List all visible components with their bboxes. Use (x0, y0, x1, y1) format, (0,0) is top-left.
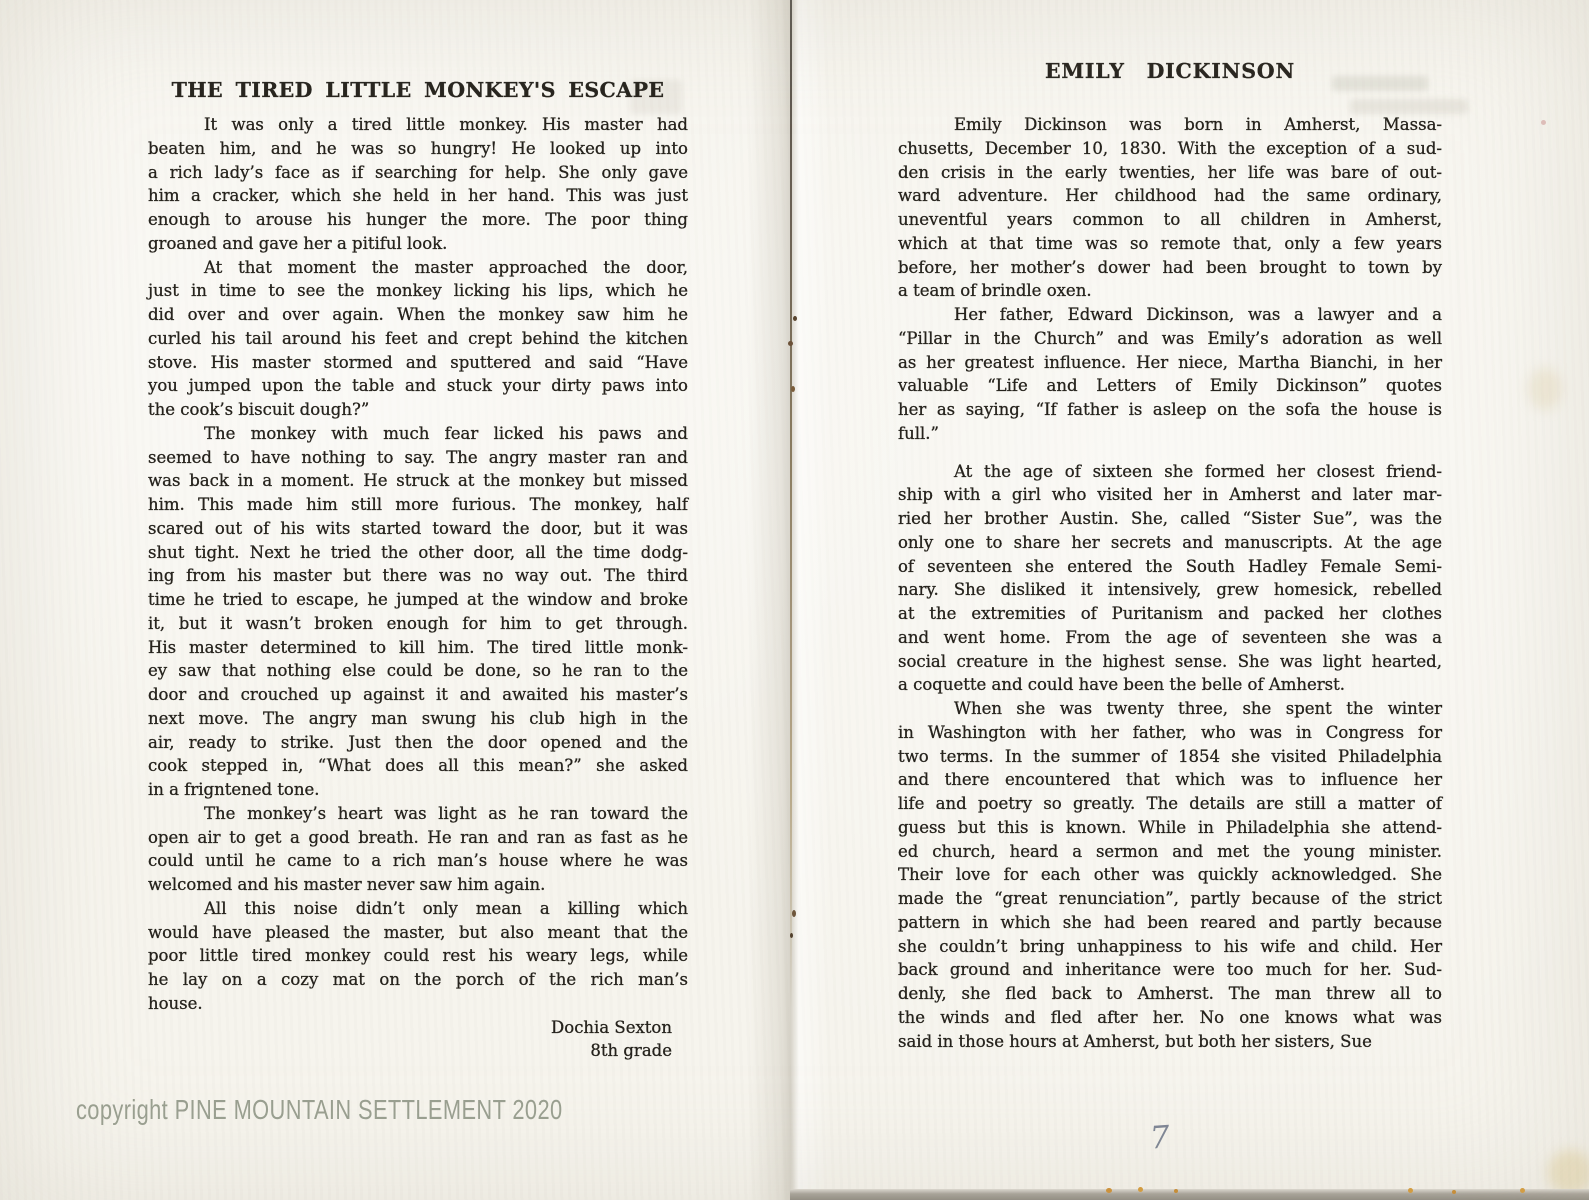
text-line: him a cracker, which she held in her hand. This was just (148, 186, 688, 206)
paper-stain (1528, 368, 1562, 410)
text-line: it, but it wasn’t broken enough for him to get through. (148, 613, 688, 633)
text-line: could until he came to a rich man’s house where he was (148, 851, 688, 871)
text-line: Her father, Edward Dickinson, was a lawyer and a (954, 305, 1442, 324)
paragraph (898, 460, 1442, 698)
text-line: stove. His master stormed and sputtered and said “Have (148, 352, 688, 372)
text-line: cook stepped in, “What does all this mean?” she asked (148, 756, 688, 776)
text-line: her as saying, “If father is asleep on the sofa the house is (898, 400, 1442, 419)
foxing-speck (1452, 1190, 1456, 1194)
paragraph (148, 422, 688, 802)
binding-speck (792, 910, 796, 917)
text-line: which at that time was so remote that, only a few years (898, 233, 1442, 253)
text-line: time he tried to escape, he jumped at the window and broke (148, 590, 688, 609)
text-line: poor little tired monkey could rest his weary legs, while (148, 946, 688, 966)
paragraph (148, 802, 688, 897)
scan-edge-strip (790, 1189, 1589, 1200)
paragraph (148, 897, 688, 1016)
text-line: in a frigntened tone. (148, 780, 320, 799)
text-line: house. (148, 993, 203, 1013)
foxing-speck (1174, 1189, 1178, 1193)
right-page-body (898, 113, 1442, 1053)
text-line: said in those hours at Amherst, but both her sisters, Sue (898, 1031, 1372, 1051)
right-page (898, 58, 1442, 1053)
text-line: At that moment the master approached the door, (204, 257, 688, 277)
paragraph (148, 256, 688, 422)
text-line: ed church, heard a sermon and met the young minister. (898, 841, 1442, 861)
copyright-watermark: copyright PINE MOUNTAIN SETTLEMENT 2020 (76, 1094, 563, 1125)
text-line: full.” (898, 423, 939, 443)
text-line: at the extremities of Puritanism and packed her clothes (898, 604, 1442, 623)
text-line: before, her mother’s dower had been brought to town by (898, 257, 1442, 277)
text-line: curled his tail around his feet and crept behind the kitchen (148, 328, 688, 348)
foxing-speck (1138, 1187, 1143, 1192)
text-line: she couldn’t bring unhappiness to his wife and child. Her (898, 936, 1442, 956)
byline: Dochia Sexton (551, 1017, 672, 1037)
text-line: the winds and fled after her. No one knows what was (898, 1007, 1442, 1027)
text-line: guess but this is known. While in Philadelphia she attend- (898, 817, 1442, 837)
text-line: ship with a girl who visited her in Amherst and later mar- (898, 485, 1442, 505)
text-line: Emily Dickinson was born in Amherst, Massa- (954, 115, 1442, 134)
text-line: just in time to see the monkey licking his lips, which he (148, 281, 688, 301)
text-line: ward adventure. Her childhood had the same ordinary, (898, 186, 1442, 206)
text-line: made the “great renunciation”, partly because of the strict (898, 889, 1442, 908)
paragraph (898, 697, 1442, 1053)
binding-speck (793, 316, 797, 321)
left-page-title: THE TIRED LITTLE MONKEY'S ESCAPE (171, 78, 665, 102)
text-line: next move. The angry man swung his club high in the (148, 708, 688, 728)
text-line: a rich lady’s face as if searching for help. She only gave (148, 162, 688, 182)
right-page-title: EMILY DICKINSON (1044, 59, 1295, 83)
text-line: ried her brother Austin. She, called “Sister Sue”, was the (898, 509, 1442, 528)
gutter-fold-line (790, 0, 792, 1010)
paragraph (148, 113, 688, 256)
text-line: social creature in the highest sense. She was light hearted, (898, 651, 1442, 671)
text-line: All this noise didn’t only mean a killing which (204, 898, 688, 918)
text-line: The monkey with much fear licked his paws and (204, 423, 688, 443)
foxing-speck (1520, 1188, 1525, 1193)
page-number: 7 (1148, 1119, 1171, 1157)
text-line: a coquette and could have been the belle of Amherst. (898, 675, 1346, 695)
paragraph (898, 113, 1442, 303)
text-line: pattern in which she had been reared and partly because (898, 912, 1442, 932)
text-line: scared out of his wits started toward the door, but it was (148, 518, 688, 538)
text-line: the cook’s biscuit dough?” (148, 400, 370, 419)
text-line: beaten him, and he was so hungry! He looked up into (148, 138, 688, 158)
text-line: only one to share her secrets and manuscripts. At the age (898, 532, 1442, 552)
text-line: in Washington with her father, who was in Congress for (898, 722, 1442, 742)
pink-speck (1541, 120, 1546, 125)
text-line: two terms. In the summer of 1854 she visited Philadelphia (898, 746, 1442, 766)
text-line: did over and over again. When the monkey saw him he (148, 305, 688, 324)
text-line: of seventeen she entered the South Hadley Female Semi- (898, 556, 1442, 576)
text-line: was back in a moment. He struck at the monkey but missed (148, 471, 688, 491)
binding-speck (790, 933, 793, 938)
text-line: welcomed and his master never saw him again. (148, 875, 546, 894)
text-line: “Pillar in the Church” and was Emily’s adoration as well (898, 328, 1442, 348)
text-line: uneventful years common to all children in Amherst, (898, 210, 1442, 229)
paragraph (898, 303, 1442, 446)
text-line: a team of brindle oxen. (898, 281, 1092, 301)
text-line: denly, she fled back to Amherst. The man threw all to (898, 984, 1442, 1003)
text-line: he lay on a cozy mat on the porch of the rich man’s (148, 970, 688, 989)
text-line: open air to get a good breath. He ran and ran as fast as he (148, 827, 688, 847)
text-line: enough to arouse his hunger the more. The poor thing (148, 210, 688, 229)
text-line: shut tight. Next he tried the other door, all the time dodg- (148, 542, 688, 562)
text-line: him. This made him still more furious. The monkey, half (148, 495, 688, 514)
binding-speck (791, 386, 795, 392)
text-line: ey saw that nothing else could be done, so he ran to the (148, 661, 688, 681)
text-line: ing from his master but there was no way out. The third (148, 566, 688, 586)
text-line: It was only a tired little monkey. His master had (204, 115, 688, 134)
text-line: The monkey’s heart was light as he ran toward the (204, 803, 688, 823)
text-line: back ground and inheritance were too much for her. Sud- (898, 960, 1442, 980)
text-line: and went home. From the age of seventeen she was a (898, 627, 1442, 647)
text-line: door and crouched up against it and awaited his master’s (148, 685, 688, 704)
text-line: valuable “Life and Letters of Emily Dickinson” quotes (898, 376, 1442, 396)
text-line: groaned and gave her a pitiful look. (148, 233, 448, 253)
text-line: life and poetry so greatly. The details are still a matter of (898, 794, 1442, 813)
text-line: air, ready to strike. Just then the door opened and the (148, 732, 688, 752)
text-line: nary. She disliked it intensively, grew homesick, rebelled (898, 580, 1442, 600)
text-line: At the age of sixteen she formed her closest friend- (954, 461, 1442, 481)
text-line: and there encountered that which was to influence her (898, 770, 1442, 790)
binding-speck (788, 341, 793, 346)
text-line: you jumped upon the table and stuck your dirty paws into (148, 376, 688, 396)
byline: 8th grade (590, 1041, 672, 1061)
text-line: as her greatest influence. Her niece, Martha Bianchi, in her (898, 352, 1442, 372)
text-line: chusetts, December 10, 1830. With the exception of a sud- (898, 138, 1442, 158)
left-page-body (148, 113, 688, 1063)
text-line: seemed to have nothing to say. The angry master ran and (148, 447, 688, 467)
text-line: Their love for each other was quickly acknowledged. She (898, 865, 1442, 885)
foxing-speck (1408, 1188, 1413, 1193)
gutter-shadow (748, 0, 830, 1200)
text-line: would have pleased the master, but also meant that the (148, 922, 688, 942)
text-line: His master determined to kill him. The tired little monk- (148, 637, 688, 657)
left-page (148, 77, 688, 1063)
foxing-speck (1106, 1188, 1112, 1193)
text-line: When she was twenty three, she spent the winter (954, 699, 1442, 718)
text-line: den crisis in the early twenties, her life was bare of out- (898, 162, 1442, 182)
